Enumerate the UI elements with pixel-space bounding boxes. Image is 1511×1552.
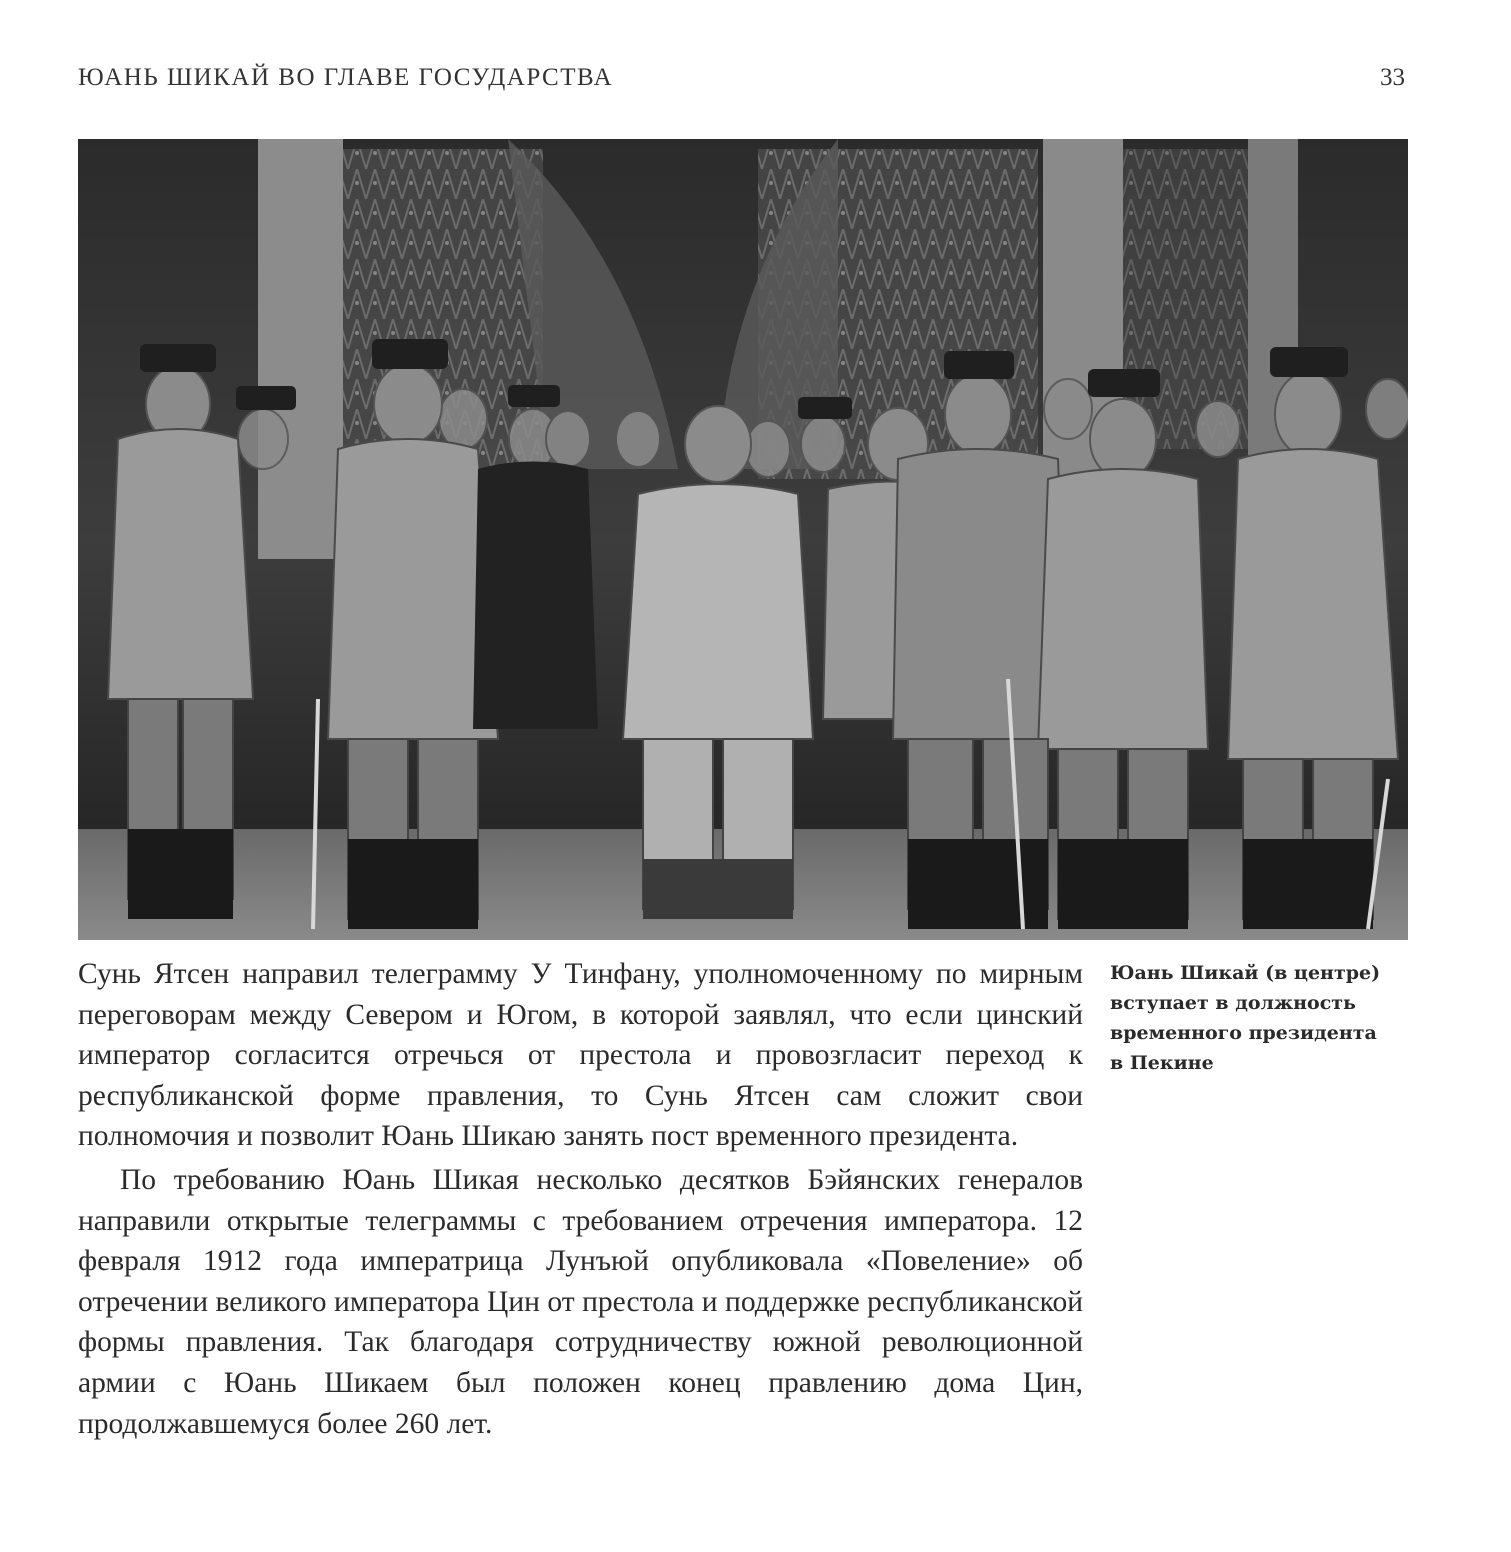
paragraph-2: По требованию Юань Шикая несколько десятков Бэйянских генералов направили открытые телеграммы с требованием отречения императора. 12 февраля 1912 года императрица Лунъюй опубликовала «Повеление» об отречении великого императора Цин от престола и поддержке республиканской формы правления. Так благодаря сотрудничеству южной революционной армии с Юань Шикаем был положен конец правлению дома Цин, продолжавшемуся более 260 лет. [78,1163,1083,1440]
paragraph-1: Сунь Ятсен направил телеграмму У Тинфану, уполномоченному по мирным переговорам между Севером и Югом, в которой заявлял, что если цинский император согласится отречься от престола и провозгласит переход к республиканской форме правления, то Сунь Ятсен сам сложит свои полномочия и позволит Юань Шикаю занять пост временного президента. [78,958,1083,1153]
caption-line-3: временного президента [1110,1022,1377,1044]
page-number: 33 [1380,64,1405,91]
caption-line-4: в Пекине [1110,1052,1214,1074]
caption-line-1: Юань Шикай (в центре) [1110,962,1381,984]
historical-photo [78,139,1408,940]
article-body [78,954,1083,1444]
photo-caption [1110,958,1410,1078]
photo-illustration [78,139,1408,940]
caption-line-2: вступает в должность [1110,992,1356,1014]
running-head: ЮАНЬ ШИКАЙ ВО ГЛАВЕ ГОСУДАРСТВА [78,64,614,91]
